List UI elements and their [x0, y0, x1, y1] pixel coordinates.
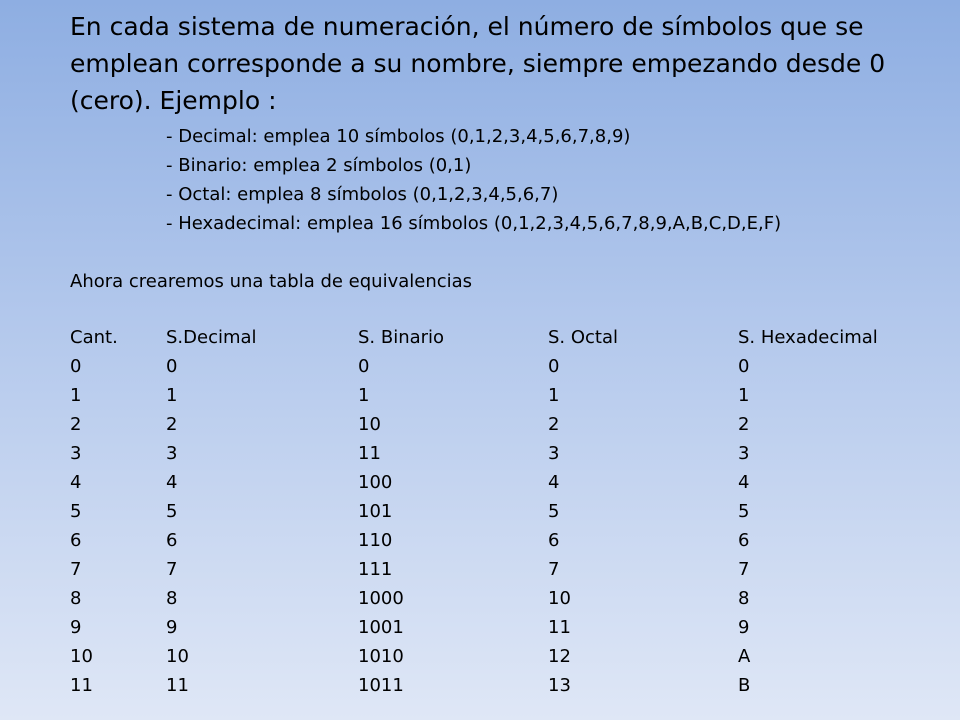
cell-decimal: 7	[166, 559, 178, 580]
cell-decimal: 8	[166, 588, 178, 609]
cell-cant: 2	[70, 414, 82, 435]
cell-binary: 111	[358, 559, 393, 580]
cell-octal: 7	[548, 559, 560, 580]
cell-octal: 6	[548, 530, 560, 551]
system-item-hexadecimal: - Hexadecimal: emplea 16 símbolos (0,1,2,3,4,5,6,7,8,9,A,B,C,D,E,F)	[166, 213, 782, 234]
cell-hexadecimal: 3	[738, 443, 750, 464]
cell-octal: 2	[548, 414, 560, 435]
cell-binary: 0	[358, 356, 370, 377]
system-item-binary: - Binario: emplea 2 símbolos (0,1)	[166, 155, 472, 176]
cell-hexadecimal: A	[738, 646, 751, 667]
cell-decimal: 10	[166, 646, 189, 667]
cell-cant: 6	[70, 530, 82, 551]
cell-decimal: 2	[166, 414, 178, 435]
system-item-decimal: - Decimal: emplea 10 símbolos (0,1,2,3,4,5,6,7,8,9)	[166, 126, 631, 147]
table-row	[70, 352, 928, 381]
cell-decimal: 0	[166, 356, 178, 377]
cell-octal: 0	[548, 356, 560, 377]
cell-cant: 1	[70, 385, 82, 406]
cell-cant: 3	[70, 443, 82, 464]
cell-cant: 5	[70, 501, 82, 522]
cell-cant: 8	[70, 588, 82, 609]
cell-hexadecimal: 8	[738, 588, 750, 609]
table-row	[70, 410, 928, 439]
cell-cant: 7	[70, 559, 82, 580]
cell-octal: 1	[548, 385, 560, 406]
table-header-row	[70, 323, 928, 352]
cell-hexadecimal: 2	[738, 414, 750, 435]
cell-cant: 0	[70, 356, 82, 377]
system-item-octal: - Octal: emplea 8 símbolos (0,1,2,3,4,5,6,7)	[166, 184, 559, 205]
column-header-binary: S. Binario	[358, 327, 445, 348]
cell-binary: 1000	[358, 588, 404, 609]
cell-binary: 1011	[358, 675, 404, 696]
cell-cant: 11	[70, 675, 93, 696]
cell-octal: 13	[548, 675, 571, 696]
cell-binary: 110	[358, 530, 393, 551]
table-row	[70, 613, 928, 642]
cell-hexadecimal: B	[738, 675, 751, 696]
cell-binary: 1	[358, 385, 370, 406]
cell-decimal: 6	[166, 530, 178, 551]
cell-hexadecimal: 5	[738, 501, 750, 522]
table-row	[70, 526, 928, 555]
cell-octal: 4	[548, 472, 560, 493]
cell-binary: 11	[358, 443, 381, 464]
table-intro: Ahora crearemos una tabla de equivalencias	[70, 271, 473, 292]
cell-cant: 10	[70, 646, 93, 667]
table-body	[70, 352, 928, 700]
cell-octal: 3	[548, 443, 560, 464]
cell-decimal: 4	[166, 472, 178, 493]
cell-decimal: 9	[166, 617, 178, 638]
cell-binary: 101	[358, 501, 393, 522]
cell-binary: 1010	[358, 646, 404, 667]
table-row	[70, 497, 928, 526]
cell-hexadecimal: 9	[738, 617, 750, 638]
table-row	[70, 642, 928, 671]
cell-decimal: 3	[166, 443, 178, 464]
intro-text-block	[70, 8, 930, 119]
cell-hexadecimal: 6	[738, 530, 750, 551]
cell-binary: 100	[358, 472, 393, 493]
cell-cant: 9	[70, 617, 82, 638]
cell-decimal: 11	[166, 675, 189, 696]
table-row	[70, 584, 928, 613]
intro-paragraph: En cada sistema de numeración, el número de símbolos que se emplean corresponde a su nombre, siempre empezando desde 0 (cero). Ejemplo :	[70, 12, 886, 115]
column-header-decimal: S.Decimal	[166, 327, 257, 348]
cell-octal: 10	[548, 588, 571, 609]
numbering-systems-list	[166, 122, 781, 238]
column-header-octal: S. Octal	[548, 327, 619, 348]
cell-octal: 12	[548, 646, 571, 667]
cell-decimal: 1	[166, 385, 178, 406]
cell-binary: 1001	[358, 617, 404, 638]
table-row	[70, 381, 928, 410]
cell-hexadecimal: 1	[738, 385, 750, 406]
cell-decimal: 5	[166, 501, 178, 522]
table-row	[70, 671, 928, 700]
cell-binary: 10	[358, 414, 381, 435]
column-header-hexadecimal: S. Hexadecimal	[738, 327, 878, 348]
cell-hexadecimal: 4	[738, 472, 750, 493]
column-header-cant: Cant.	[70, 327, 118, 348]
cell-cant: 4	[70, 472, 82, 493]
cell-octal: 11	[548, 617, 571, 638]
cell-octal: 5	[548, 501, 560, 522]
table-row	[70, 555, 928, 584]
table-row	[70, 439, 928, 468]
table-row	[70, 468, 928, 497]
equivalence-table	[70, 323, 928, 700]
cell-hexadecimal: 0	[738, 356, 750, 377]
cell-hexadecimal: 7	[738, 559, 750, 580]
